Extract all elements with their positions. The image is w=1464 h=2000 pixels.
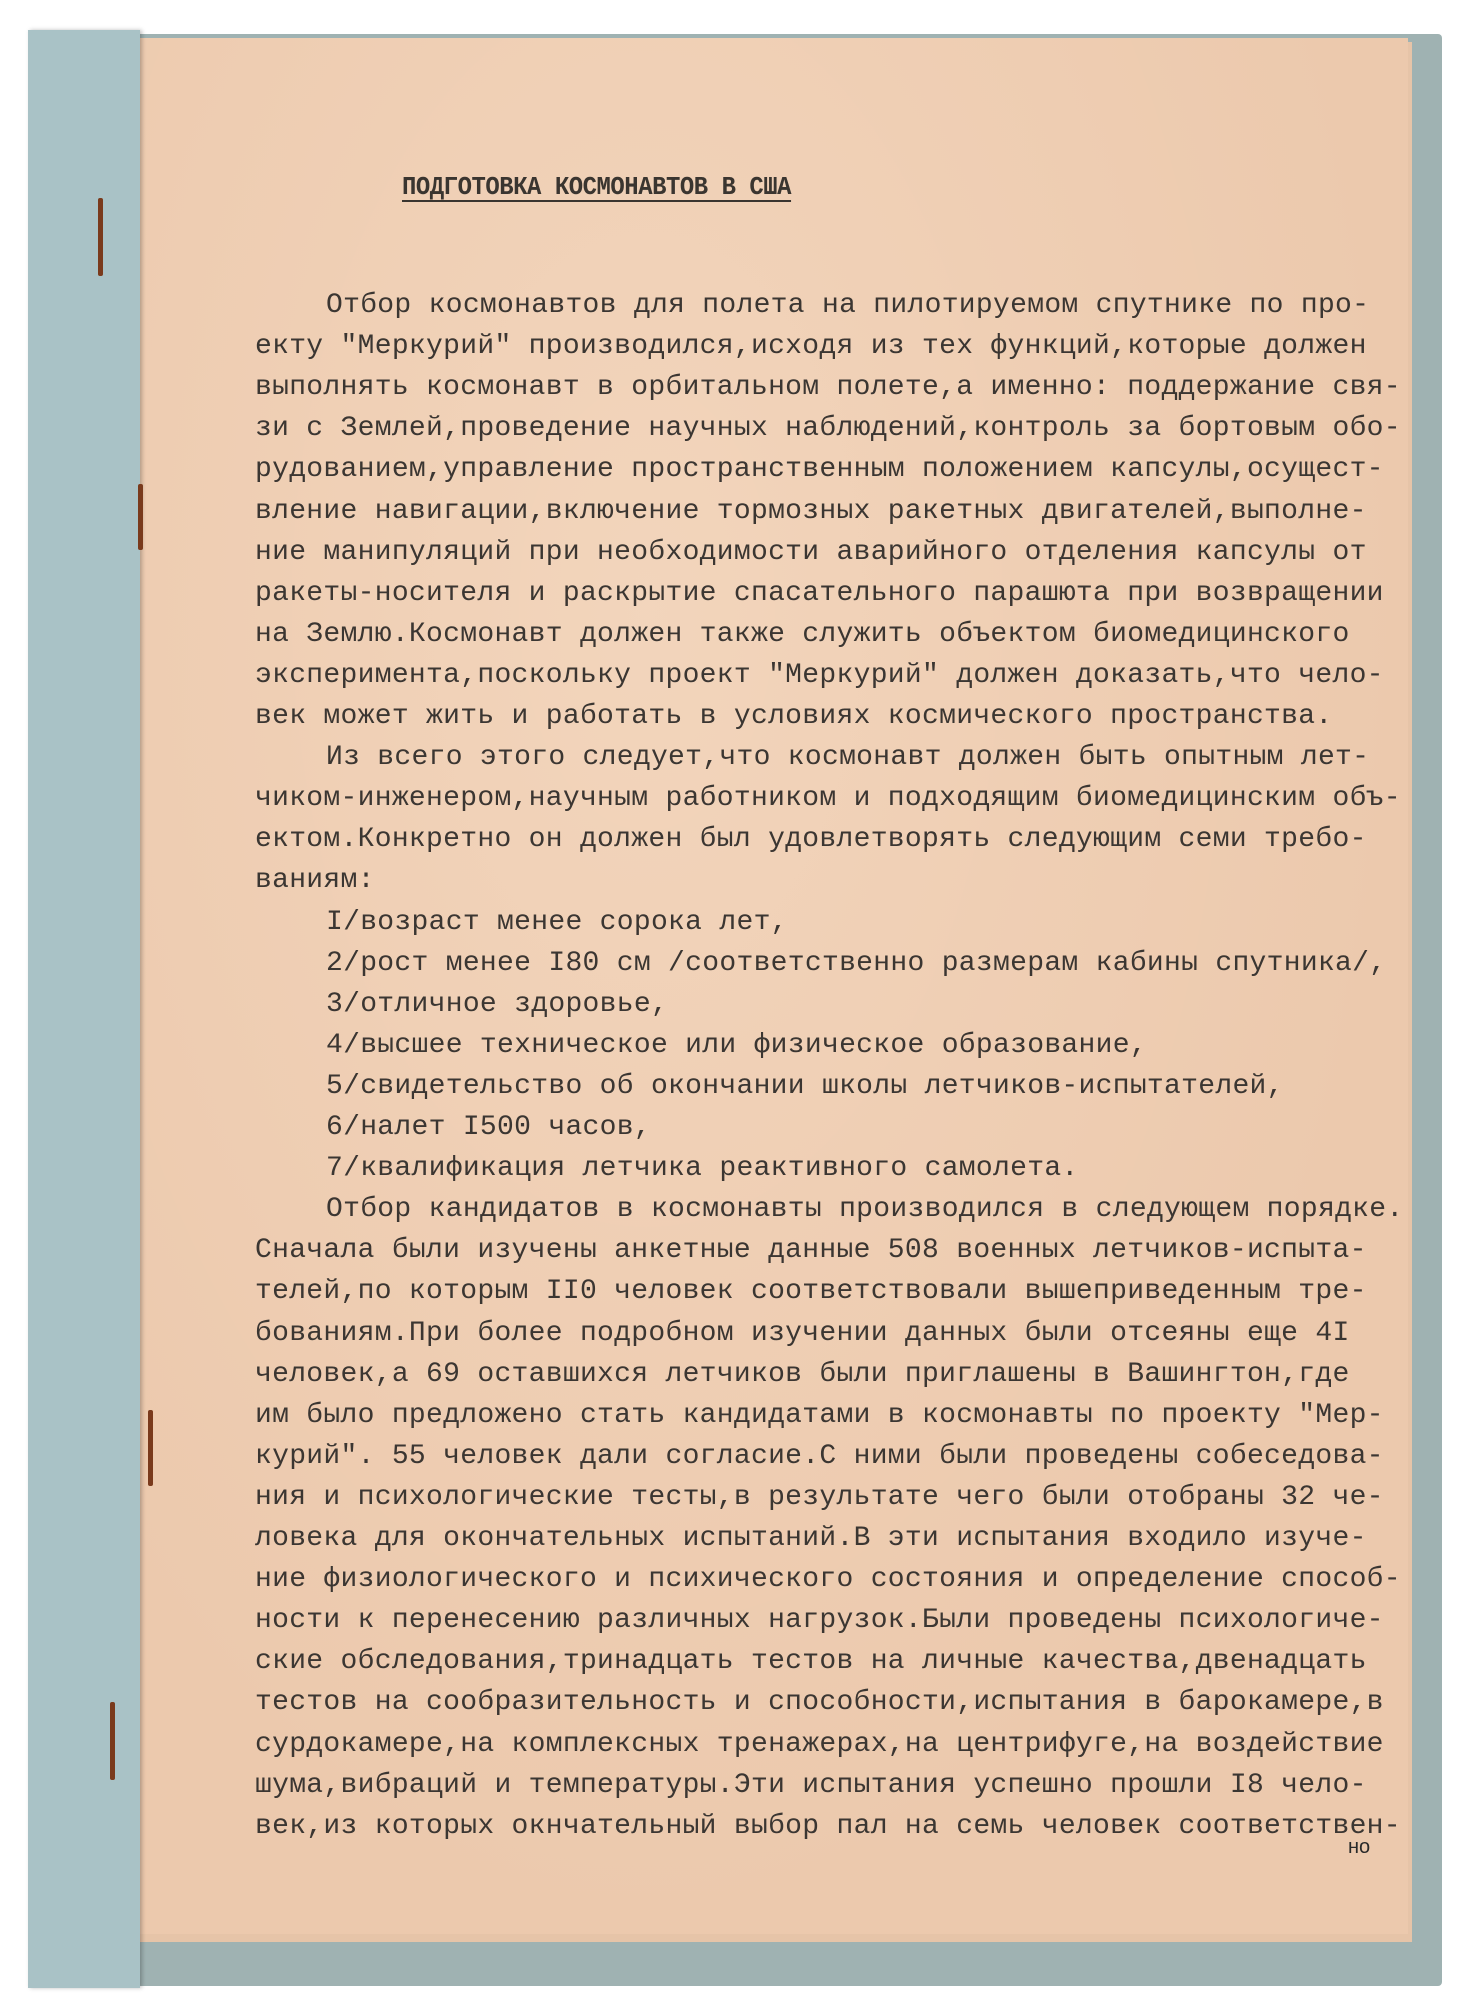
binding-stitch (98, 198, 103, 276)
text-line: чиком-инженером,научным работником и подходящим биомедицинским объ- (255, 783, 1401, 815)
text-line: телей,по которым II0 человек соответствовали вышеприведенным тре- (255, 1276, 1367, 1308)
text-line: выполнять космонавт в орбитальном полете,а именно: поддержание свя- (255, 372, 1401, 404)
text-line: ваниям: (255, 865, 375, 897)
text-line: ектом.Конкретно он должен был удовлетворять следующим семи требо- (255, 824, 1367, 856)
binding-stitch (138, 484, 143, 550)
folder-cover-spine (28, 30, 140, 1988)
text-line: 5/свидетельство об окончании школы летчиков-испытателей, (326, 1070, 1284, 1102)
text-line: ние физиологического и психического состояния и определение способ- (255, 1564, 1401, 1596)
text-line: век может жить и работать в условиях космического пространства. (255, 701, 1333, 732)
text-line: 4/высшее техническое или физическое образование, (326, 1029, 1147, 1061)
text-line: шума,вибраций и температуры.Эти испытания успешно прошли I8 чело- (255, 1769, 1367, 1801)
text-line: 3/отличное здоровье, (326, 988, 669, 1020)
text-line: курий". 55 человек дали согласие.С ними были проведены собеседова- (255, 1440, 1384, 1472)
handwritten-note: но (1348, 1836, 1371, 1858)
text-line: эксперимента,поскольку проект "Меркурий" должен доказать,что чело- (255, 659, 1384, 691)
text-line: 7/квалификация летчика реактивного самолета. (326, 1153, 1079, 1185)
text-line: человек,а 69 оставшихся летчиков были приглашены в Вашингтон,где (255, 1358, 1350, 1390)
text-line: им было предложено стать кандидатами в космонавты по проекту "Мер- (255, 1399, 1384, 1431)
text-line: 6/налет I500 часов, (326, 1112, 651, 1143)
text-line: сурдокамере,на комплексных тренажерах,на центрифуге,на воздействие (255, 1728, 1384, 1760)
text-line: ловека для окончательных испытаний.В эти испытания входило изуче- (255, 1523, 1367, 1554)
text-line: ние манипуляций при необходимости аварийного отделения капсулы от (255, 536, 1367, 568)
text-line: век,из которых окнчательный выбор пал на семь человек соответствен- (255, 1810, 1401, 1842)
binding-stitch (148, 1410, 153, 1486)
text-line: рудованием,управление пространственным положением капсулы,осущест- (255, 454, 1384, 486)
text-line: Из всего этого следует,что космонавт должен быть опытным лет- (326, 742, 1370, 774)
binding-stitch (110, 1702, 115, 1780)
text-line: Сначала были изучены анкетные данные 508 военных летчиков-испыта- (255, 1235, 1367, 1267)
document-title: ПОДГОТОВКА КОСМОНАВТОВ В США (402, 172, 792, 202)
text-line: ния и психологические тесты,в результате чего были отобраны 32 че- (255, 1481, 1384, 1513)
text-line: Отбор космонавтов для полета на пилотируемом спутнике по про- (326, 290, 1370, 321)
text-line: зи с Землей,проведение научных наблюдений,контроль за бортовым обо- (255, 413, 1401, 445)
text-line: ские обследования,тринадцать тестов на личные качества,двенадцать (255, 1646, 1367, 1678)
text-line: 2/рост менее I80 см /соответственно размерам кабины спутника/, (326, 947, 1387, 979)
text-line: ности к перенесению различных нагрузок.Были проведены психологиче- (255, 1605, 1384, 1637)
text-line: на Землю.Космонавт должен также служить объектом биомедицинского (255, 618, 1350, 650)
text-line: тестов на сообразительность и способности,испытания в барокамере,в (255, 1687, 1384, 1719)
text-line: вление навигации,включение тормозных ракетных двигателей,выполне- (255, 495, 1367, 527)
text-line: I/возраст менее сорока лет, (326, 906, 788, 938)
text-line: екту "Меркурий" производился,исходя из тех функций,которые должен (255, 331, 1367, 363)
text-line: бованиям.При более подробном изучении данных были отсеяны еще 4I (255, 1317, 1350, 1349)
text-line: ракеты-носителя и раскрытие спасательного парашюта при возвращении (255, 577, 1384, 609)
text-line: Отбор кандидатов в космонавты производился в следующем порядке. (326, 1194, 1404, 1226)
